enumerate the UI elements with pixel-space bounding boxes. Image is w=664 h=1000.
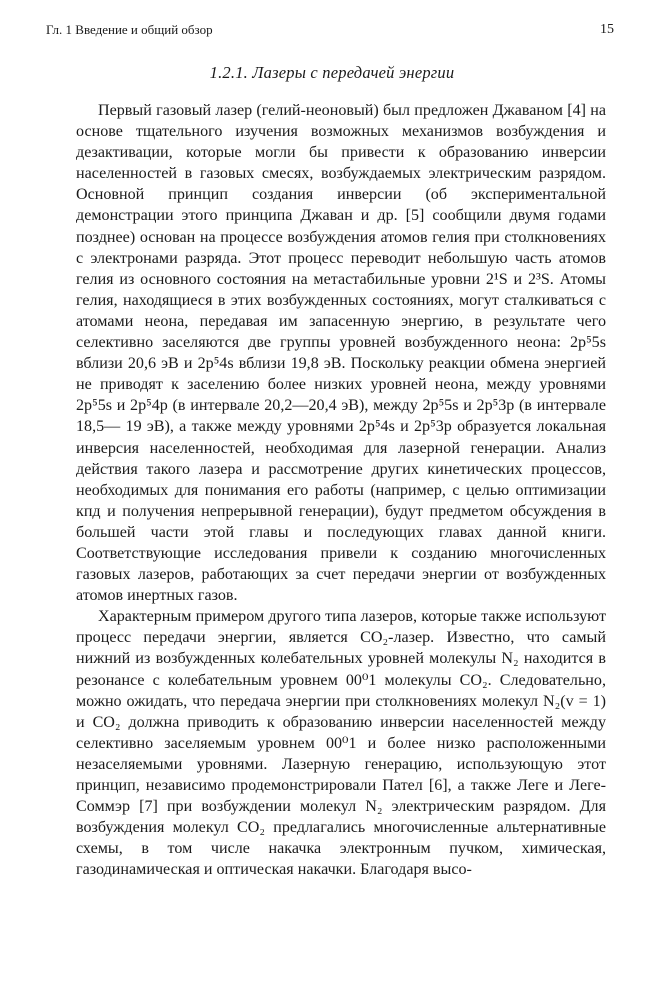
paragraph-1: Первый газовый лазер (гелий-неоновый) был предложен Джаваном [4] на основе тщательного изучения возможных механизмов возбуждения и дезактивации, которые могли бы привести к образованию инверсии населенностей в газовых смесях, возбуждаемых электрическим разрядом. Основной принцип создания инверсии (об экспериментальной демонстрации этого принципа Джаван и др. [5] сообщили двумя годами позднее) основан на процессе возбуждения атомов гелия при столкновениях с электронами разряда. Этот процесс переводит небольшую часть атомов гелия из основного состояния на метастабильные уровни 2¹S и 2³S. Атомы гелия, находящиеся в этих возбужденных состояниях, могут сталкиваться с атомами неона, передавая им запасенную энергию, в результате чего селективно заселяются две группы уровней возбужденного неона: 2p⁵5s вблизи 20,6 эВ и 2p⁵4s вблизи 19,8 эВ. Поскольку реакции обмена энергией не приводят к заселению более низких уровней неона, между уровнями 2p⁵5s и 2p⁵4p (в интервале 20,2—20,4 эВ), между 2p⁵5s и 2p⁵3p (в интервале 18,5— 19 эВ), а также между уровнями 2p⁵4s и 2p⁵3p образуется локальная инверсия населенностей, необходимая для лазерной генерации. Анализ действия такого лазера и рассмотрение других кинетических процессов, необходимых для понимания его работы (например, с целью оптимизации кпд и получения непрерывной генерации), будут предметом обсуждения в большей части этой главы и последующих главах данной книги. Соответствующие исследования привели к созданию многочисленных газовых лазеров, работающих за счет передачи энергии от возбужденных атомов инертных газов. (76, 102, 606, 605)
running-head (46, 22, 614, 42)
section-title: 1.2.1. Лазеры с передачей энергии (209, 63, 455, 82)
chapter-header: Гл. 1 Введение и общий обзор (46, 22, 213, 37)
page-number: 15 (600, 22, 614, 37)
body-text (76, 100, 606, 880)
paragraph-2: Характерным примером другого типа лазеров, которые также используют процесс передачи энергии, является CO₂-лазер. Известно, что самый нижний из возбужденных колебательных уровней молекулы N₂ находится в резонансе с колебательным уровнем 00⁰1 молекулы CO₂. Следовательно, можно ожидать, что передача энергии при столкновениях молекул N₂(v = 1) и CO₂ должна приводить к образованию инверсии населенностей между селективно заселяемым уровнем 00⁰1 и более низко расположенными незаселяемыми уровнями. Лазерную генерацию, использующую этот принцип, независимо продемонстрировали Пател [6], а также Леге и Леге-Соммэр [7] при возбуждении молекул N₂ электрическим разрядом. Для возбуждения молекул CO₂ предлагались многочисленные альтернативные схемы, в том числе накачка электронным пучком, химическая, газодинамическая и оптическая накачки. Благодаря высо- (76, 608, 606, 879)
